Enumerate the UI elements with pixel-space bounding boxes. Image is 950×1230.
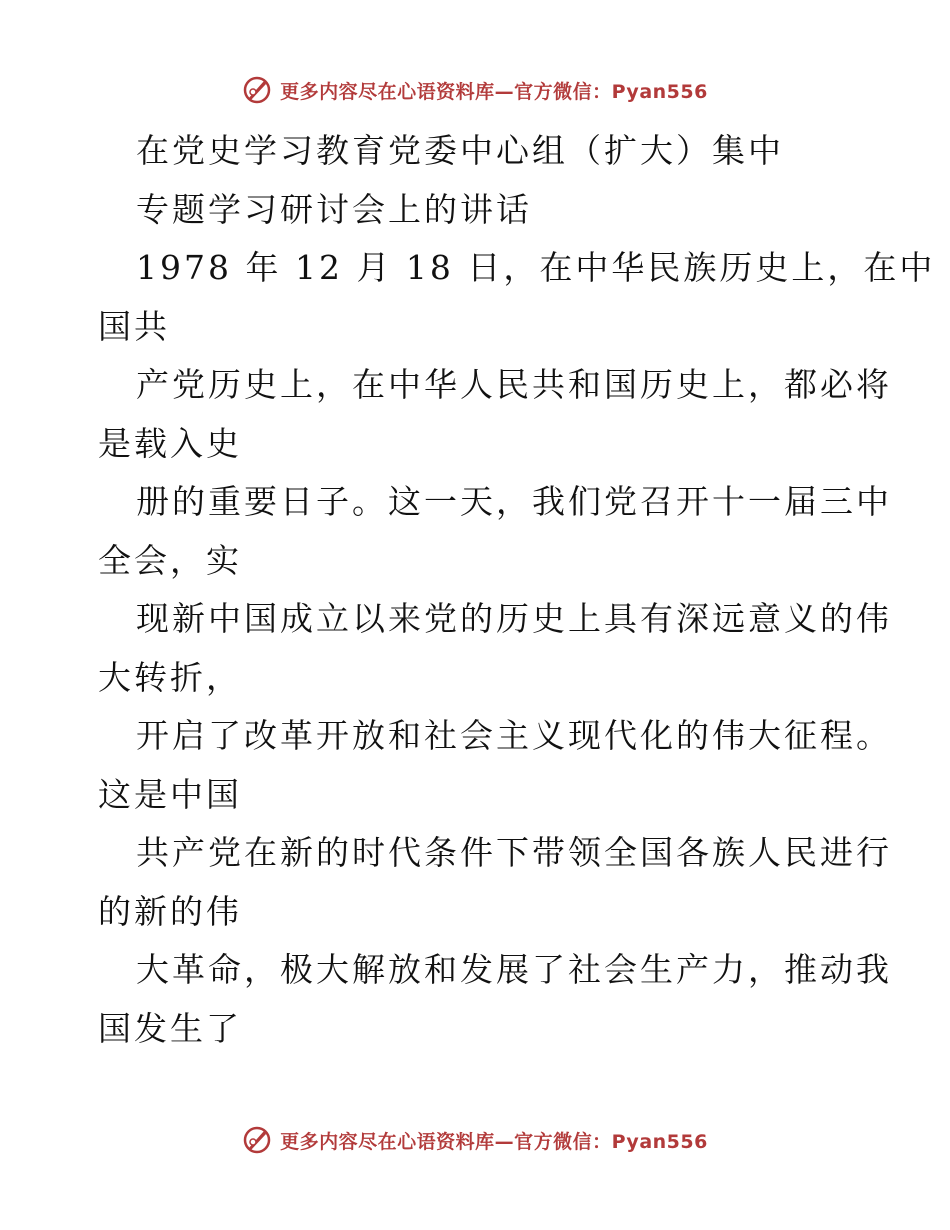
footer-watermark [0,1122,950,1158]
text-line: 国共 [98,306,170,346]
text-line: 专题学习研讨会上的讲话 [136,189,532,229]
text-line: 全会，实 [98,540,242,580]
quill-seal-icon [242,1125,272,1155]
text-line: 的新的伟 [98,891,242,931]
text-line: 现新中国成立以来党的历史上具有深远意义的伟 [136,599,892,638]
text-line: 册的重要日子。这一天，我们党召开十一届三中 [136,482,892,521]
quill-seal-icon [242,75,272,105]
watermark-text: 更多内容尽在心语资料库—官方微信：Pyan556 [280,1130,708,1153]
text-line: 产党历史上，在中华人民共和国历史上，都必将 [136,365,892,404]
header-watermark [0,72,950,108]
document-body [98,122,936,1058]
text-line: 开启了改革开放和社会主义现代化的伟大征程。 [136,716,892,755]
text-line: 国发生了 [98,1008,242,1048]
text-line: 大革命，极大解放和发展了社会生产力，推动我 [136,950,892,989]
text-line: 共产党在新的时代条件下带领全国各族人民进行 [136,833,892,872]
text-line: 1978 年 12 月 18 日，在中华民族历史上，在中 [136,248,936,287]
watermark-text: 更多内容尽在心语资料库—官方微信：Pyan556 [280,80,708,103]
text-line: 这是中国 [98,774,242,814]
text-line: 在党史学习教育党委中心组（扩大）集中 [136,131,784,170]
text-line: 大转折， [98,657,242,697]
text-line: 是载入史 [98,423,242,463]
